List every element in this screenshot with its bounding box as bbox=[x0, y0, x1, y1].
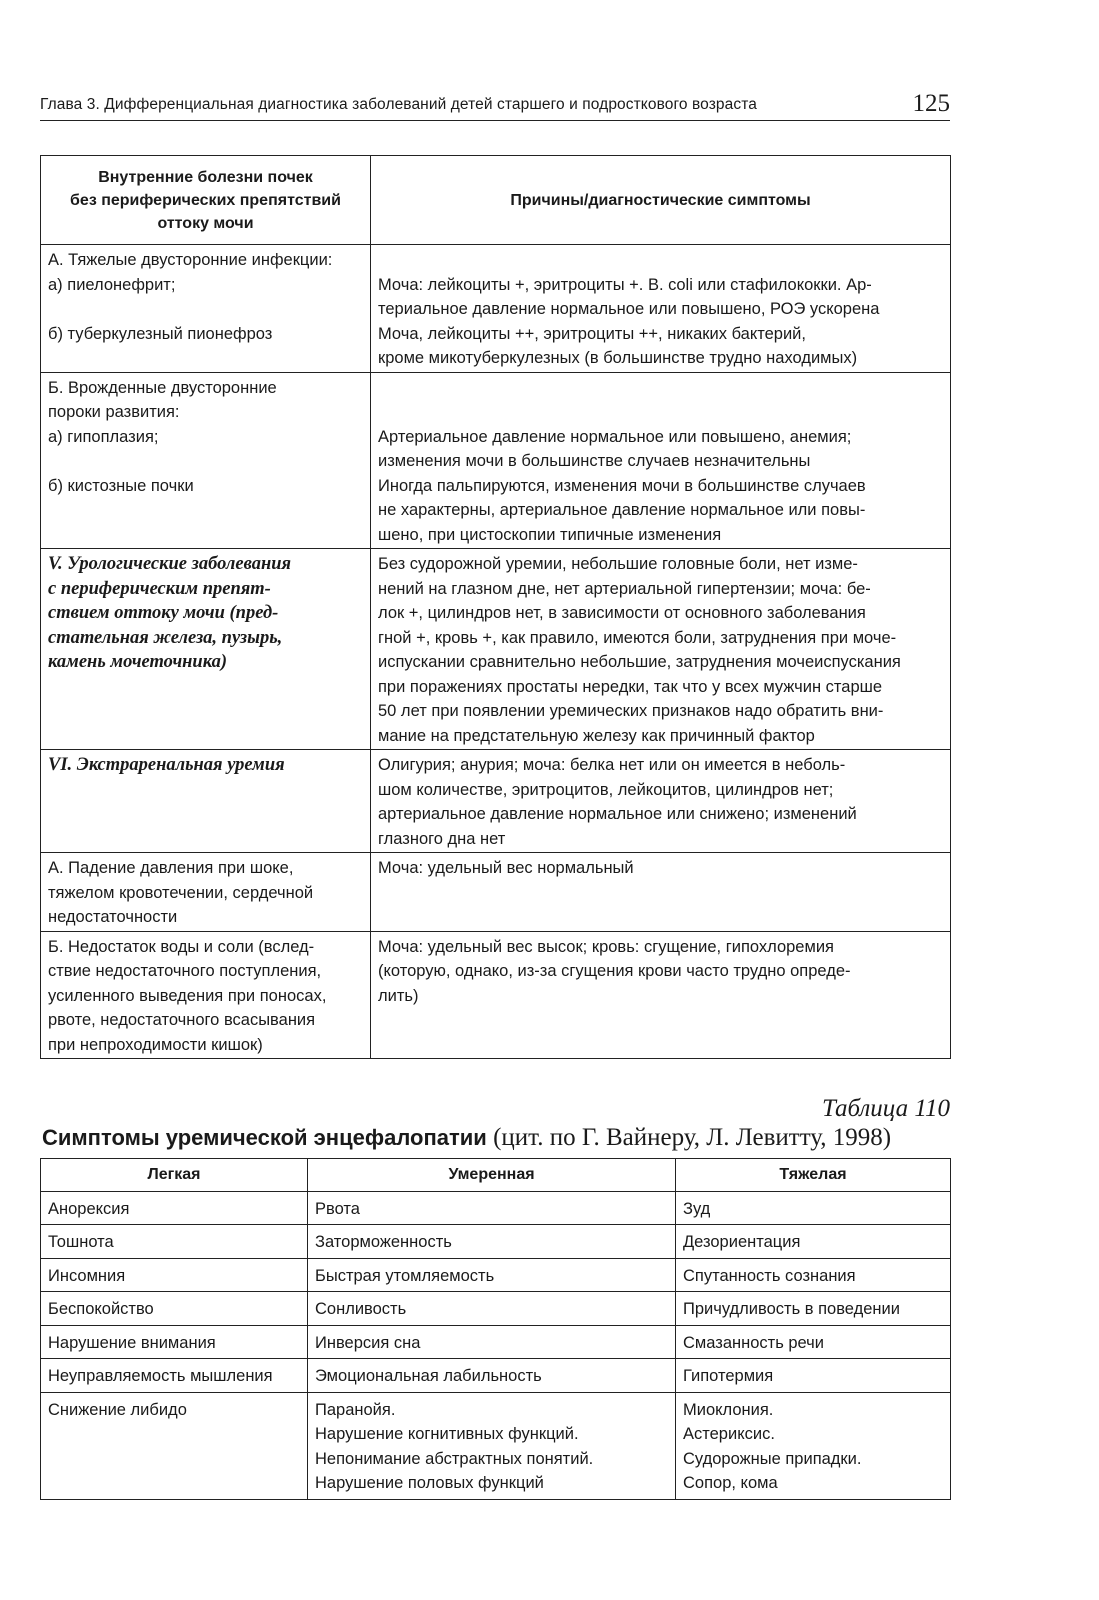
disease-line: А. Падение давления при шоке, bbox=[48, 859, 294, 877]
moderate-cell bbox=[308, 1258, 676, 1292]
symptoms-cell bbox=[371, 372, 951, 549]
disease-line: А. Тяжелые двусторонние инфекции: bbox=[48, 251, 333, 269]
symptom-text: Дезориентация bbox=[683, 1233, 801, 1251]
page-number: 125 bbox=[912, 90, 950, 117]
table-row bbox=[41, 549, 951, 750]
table-row bbox=[41, 1258, 951, 1292]
header-line: оттоку мочи bbox=[157, 214, 254, 232]
disease-line: недостаточности bbox=[48, 908, 178, 926]
symptom-text: Снижение либидо bbox=[48, 1400, 187, 1419]
table-row bbox=[41, 1325, 951, 1359]
running-header bbox=[40, 86, 950, 121]
table-number: Таблица 110 bbox=[821, 1095, 950, 1122]
symptom-line: гной +, кровь +, как правило, имеются боли, затруднения при моче- bbox=[378, 628, 897, 647]
symptom-text: Нарушение когнитивных функций. bbox=[315, 1425, 579, 1443]
symptoms-cell bbox=[371, 549, 951, 750]
symptom-line: 50 лет при появлении уремических признаков надо обратить вни- bbox=[378, 702, 884, 720]
table-header-row bbox=[41, 156, 951, 245]
kidney-diagnostics-table bbox=[40, 155, 951, 1059]
disease-line: при непроходимости кишок) bbox=[48, 1035, 263, 1054]
symptom-text: Смазанность речи bbox=[683, 1333, 824, 1352]
disease-line: стательная железа, пузырь, bbox=[48, 627, 283, 648]
symptom-text: Инверсия сна bbox=[315, 1333, 421, 1352]
disease-line: VI. Экстраренальная уремия bbox=[48, 755, 285, 775]
table-row bbox=[41, 245, 951, 373]
symptom-text: Зуд bbox=[683, 1199, 711, 1218]
symptom-line: Моча: удельный вес высок; кровь: сгущение, гипохлоремия bbox=[378, 937, 834, 956]
symptom-line: испускании сравнительно небольшие, затруднения мочеиспускания bbox=[378, 653, 901, 671]
spacer bbox=[378, 376, 944, 401]
symptom-line: при поражениях простаты нередки, так что у всех мужчин старше bbox=[378, 677, 883, 696]
symptom-text: Астериксис. bbox=[683, 1425, 775, 1443]
symptom-text: Сонливость bbox=[315, 1300, 407, 1318]
disease-line: ствием оттоку мочи (пред- bbox=[48, 603, 279, 623]
severe-cell bbox=[676, 1359, 951, 1393]
symptom-line: Моча, лейкоциты ++, эритроциты ++, никаких бактерий, bbox=[378, 324, 806, 343]
disease-line: а) пиелонефрит; bbox=[48, 275, 176, 294]
symptom-text: Нарушение внимания bbox=[48, 1333, 216, 1352]
disease-line: V. Урологические заболевания bbox=[48, 554, 292, 574]
moderate-cell bbox=[308, 1325, 676, 1359]
mild-cell bbox=[41, 1225, 308, 1259]
symptoms-cell bbox=[371, 750, 951, 853]
symptom-text: Рвота bbox=[315, 1199, 360, 1218]
symptoms-cell bbox=[371, 853, 951, 932]
table-row bbox=[41, 1359, 951, 1393]
header-moderate: Умеренная bbox=[308, 1159, 676, 1192]
caption-bold: Симптомы уремической энцефалопатии bbox=[42, 1125, 487, 1150]
table-row bbox=[41, 1225, 951, 1259]
symptom-line: лок +, цилиндров нет, в зависимости от основного заболевания bbox=[378, 604, 866, 622]
severe-cell bbox=[676, 1191, 951, 1225]
symptom-line: артериальное давление нормальное или снижено; изменений bbox=[378, 805, 857, 823]
table-row bbox=[41, 853, 951, 932]
symptom-line: глазного дна нет bbox=[378, 829, 506, 848]
symptom-text: Непонимание абстрактных понятий. bbox=[315, 1449, 594, 1468]
disease-line: тяжелом кровотечении, сердечной bbox=[48, 883, 314, 902]
symptom-text: Эмоциональная лабильность bbox=[315, 1367, 542, 1385]
symptom-text: Беспокойство bbox=[48, 1300, 154, 1318]
disease-cell bbox=[41, 245, 371, 373]
spacer bbox=[378, 248, 944, 273]
header-mild: Легкая bbox=[41, 1159, 308, 1192]
symptom-text: Быстрая утомляемость bbox=[315, 1266, 495, 1285]
symptom-line: Иногда пальпируются, изменения мочи в большинстве случаев bbox=[378, 476, 866, 495]
symptom-text: Миоклония. bbox=[683, 1400, 774, 1419]
severe-cell bbox=[676, 1258, 951, 1292]
disease-cell bbox=[41, 853, 371, 932]
symptom-text: Судорожные припадки. bbox=[683, 1449, 862, 1468]
moderate-cell bbox=[308, 1191, 676, 1225]
table-caption bbox=[42, 1124, 891, 1152]
symptom-line: Без судорожной уремии, небольшие головные боли, нет изме- bbox=[378, 555, 858, 573]
symptom-line: не характерны, артериальное давление нормальное или повы- bbox=[378, 501, 866, 519]
severe-cell bbox=[676, 1292, 951, 1326]
spacer bbox=[48, 297, 364, 322]
disease-line: ствие недостаточного поступления, bbox=[48, 962, 322, 980]
symptom-line: нений на глазном дне, нет артериальной гипертензии; моча: бе- bbox=[378, 579, 871, 598]
severe-cell bbox=[676, 1392, 951, 1499]
symptom-line: шено, при цистоскопии типичные изменения bbox=[378, 525, 722, 544]
moderate-cell bbox=[308, 1359, 676, 1393]
symptom-text: Сопор, кома bbox=[683, 1474, 778, 1492]
caption-citation: (цит. по Г. Вайнеру, Л. Левитту, 1998) bbox=[486, 1124, 892, 1151]
mild-cell bbox=[41, 1392, 308, 1499]
disease-cell bbox=[41, 931, 371, 1059]
table-row bbox=[41, 750, 951, 853]
symptom-text: Заторможенность bbox=[315, 1233, 452, 1251]
table-row bbox=[41, 372, 951, 549]
symptom-line: изменения мочи в большинстве случаев незначительны bbox=[378, 452, 811, 470]
disease-line: Б. Врожденные двусторонние bbox=[48, 378, 277, 397]
disease-line: с периферическим препят- bbox=[48, 578, 271, 599]
disease-line: камень мочеточника) bbox=[48, 652, 228, 672]
table-row bbox=[41, 1292, 951, 1326]
symptom-line: лить) bbox=[378, 986, 419, 1005]
table-row bbox=[41, 1392, 951, 1499]
symptom-text: Причудливость в поведении bbox=[683, 1300, 900, 1318]
symptom-text: Паранойя. bbox=[315, 1400, 396, 1419]
symptom-text: Гипотермия bbox=[683, 1367, 774, 1385]
spacer bbox=[48, 449, 364, 474]
disease-line: а) гипоплазия; bbox=[48, 427, 159, 446]
symptom-text: Инсомния bbox=[48, 1266, 126, 1285]
moderate-cell bbox=[308, 1225, 676, 1259]
severe-cell bbox=[676, 1225, 951, 1259]
disease-line: Б. Недостаток воды и соли (вслед- bbox=[48, 937, 315, 956]
symptom-text: Нарушение половых функций bbox=[315, 1474, 544, 1492]
moderate-cell bbox=[308, 1292, 676, 1326]
symptom-text: Спутанность сознания bbox=[683, 1266, 856, 1285]
chapter-title: Глава 3. Дифференциальная диагностика заболеваний детей старшего и подросткового возраста bbox=[40, 96, 757, 113]
severe-cell bbox=[676, 1325, 951, 1359]
disease-line: б) кистозные почки bbox=[48, 476, 194, 495]
symptom-line: Олигурия; анурия; моча: белка нет или он имеется в неболь- bbox=[378, 756, 846, 774]
symptom-line: (которую, однако, из-за сгущения крови часто трудно опреде- bbox=[378, 962, 851, 980]
header-line: без периферических препятствий bbox=[70, 191, 341, 209]
moderate-cell bbox=[308, 1392, 676, 1499]
symptom-text: Анорексия bbox=[48, 1199, 130, 1218]
disease-line: рвоте, недостаточного всасывания bbox=[48, 1011, 316, 1029]
mild-cell bbox=[41, 1258, 308, 1292]
symptom-text: Неуправляемость мышления bbox=[48, 1367, 273, 1385]
symptom-line: шом количестве, эритроцитов, лейкоцитов, цилиндров нет; bbox=[378, 780, 834, 799]
mild-cell bbox=[41, 1292, 308, 1326]
table-header-row bbox=[41, 1159, 951, 1192]
mild-cell bbox=[41, 1191, 308, 1225]
header-line: Внутренние болезни почек bbox=[98, 168, 313, 186]
symptom-text: Тошнота bbox=[48, 1233, 114, 1251]
encephalopathy-symptoms-table bbox=[40, 1158, 951, 1500]
symptom-line: мание на предстательную железу как причинный фактор bbox=[378, 726, 815, 745]
table-row bbox=[41, 931, 951, 1059]
symptoms-cell bbox=[371, 931, 951, 1059]
symptom-line: Моча: удельный вес нормальный bbox=[378, 859, 634, 877]
symptom-line: териальное давление нормальное или повышено, РОЭ ускорена bbox=[378, 300, 880, 318]
disease-cell bbox=[41, 372, 371, 549]
disease-cell bbox=[41, 750, 371, 853]
disease-line: б) туберкулезный пионефроз bbox=[48, 324, 273, 343]
symptoms-cell bbox=[371, 245, 951, 373]
disease-line: усиленного выведения при поносах, bbox=[48, 986, 327, 1005]
spacer bbox=[378, 400, 944, 425]
header-severe: Тяжелая bbox=[676, 1159, 951, 1192]
mild-cell bbox=[41, 1325, 308, 1359]
symptom-line: Моча: лейкоциты +, эритроциты +. B. coli или стафилококки. Ар- bbox=[378, 275, 872, 294]
table-row bbox=[41, 1191, 951, 1225]
disease-line: пороки развития: bbox=[48, 403, 180, 421]
symptom-line: кроме микотуберкулезных (в большинстве трудно находимых) bbox=[378, 349, 858, 367]
disease-cell bbox=[41, 549, 371, 750]
header-cell-left bbox=[41, 156, 371, 245]
symptom-line: Артериальное давление нормальное или повышено, анемия; bbox=[378, 427, 852, 446]
mild-cell bbox=[41, 1359, 308, 1393]
header-cell-right: Причины/диагностические симптомы bbox=[371, 156, 951, 245]
